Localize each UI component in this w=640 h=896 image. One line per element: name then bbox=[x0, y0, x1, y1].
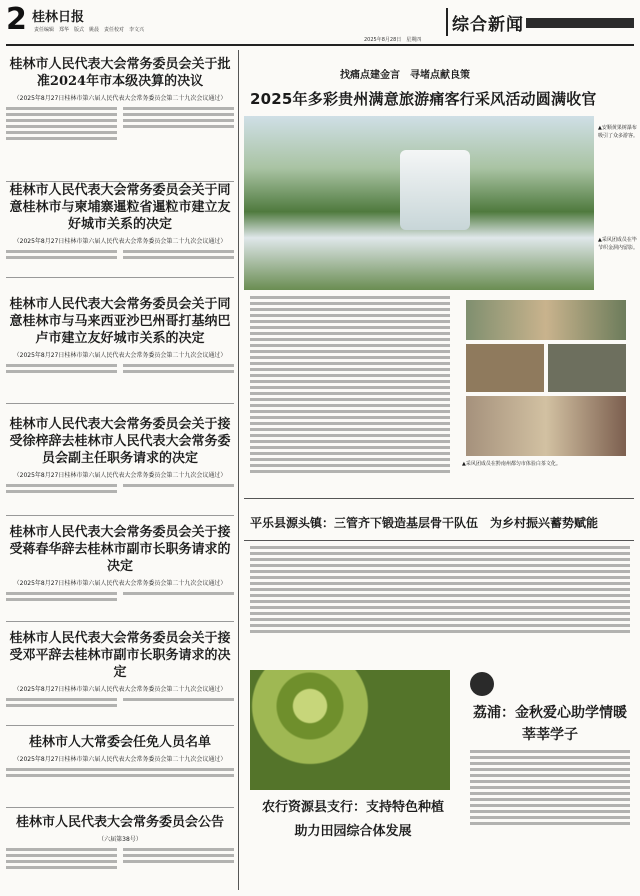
photo-group-4 bbox=[466, 396, 626, 456]
page-header bbox=[0, 0, 640, 44]
waterfall-image bbox=[400, 150, 470, 230]
photo-group-2 bbox=[466, 344, 544, 392]
photo-caption-2: ▲采风团成员在毕节织金洞内留影。 bbox=[598, 237, 639, 251]
notice-title: 桂林市人民代表大会常务委员会关于同意桂林市与马来西亚沙巴州哥打基纳巴卢市建立友好城市关系的决定 bbox=[9, 297, 231, 346]
notice-date: （2025年8月27日桂林市第六届人民代表大会常务委员会第二十九次会议通过） bbox=[13, 238, 227, 245]
section-title: 综合新闻 bbox=[452, 15, 524, 35]
kiwi-fruit-photo bbox=[250, 670, 450, 790]
notice-date: （2025年8月27日桂林市第六届人民代表大会常务委员会第二十九次会议通过） bbox=[13, 352, 227, 359]
article-kicker: 找痛点建金言 寻堵点献良策 bbox=[340, 70, 470, 81]
notice-date: （2025年8月27日桂林市第六届人民代表大会常务委员会第二十九次会议通过） bbox=[13, 756, 227, 763]
article-body bbox=[250, 296, 450, 476]
photo-group-3 bbox=[548, 344, 626, 392]
header-rule bbox=[6, 44, 634, 46]
ping-article-title: 平乐县源头镇：三管齐下锻造基层骨干队伍 为乡村振兴蓄势赋能 bbox=[250, 516, 599, 530]
notice-title: 桂林市人民代表大会常务委员会关于批准2024年市本级决算的决议 bbox=[9, 57, 231, 89]
notice-date: （2025年8月27日桂林市第六届人民代表大会常务委员会第二十九次会议通过） bbox=[13, 580, 227, 587]
photo-caption-1: ▲安顺黄果树瀑布吸引了众多游客。 bbox=[598, 125, 639, 139]
notice-date: （2025年8月27日桂林市第六届人民代表大会常务委员会第二十九次会议通过） bbox=[13, 95, 227, 102]
notice-title: 桂林市人民代表大会常务委员会关于接受蒋春华辞去桂林市副市长职务请求的决定 bbox=[9, 525, 231, 574]
notice-8 bbox=[6, 814, 234, 894]
notice-title: 桂林市人民代表大会常务委员会关于同意桂林市与柬埔寨暹粒省暹粒市建立友好城市关系的决定 bbox=[9, 183, 231, 232]
photo-caption-3: ▲采风团成员在黔南州都匀市体验白茶文化。 bbox=[462, 461, 561, 467]
notice-5 bbox=[6, 524, 234, 622]
lipu-article-body bbox=[470, 750, 630, 828]
newspaper-logo: 桂林日报 bbox=[32, 10, 85, 25]
column-divider bbox=[238, 50, 239, 890]
notice-date: （2025年8月27日桂林市第六届人民代表大会常务委员会第二十九次会议通过） bbox=[13, 472, 227, 479]
header-bar bbox=[526, 18, 634, 28]
notice-title: 桂林市人民代表大会常务委员会关于接受徐梓辞去桂林市人民代表大会常务委员会副主任职务请求的决定 bbox=[9, 417, 231, 466]
notice-date: （六届第38号） bbox=[98, 836, 142, 843]
header-divider bbox=[446, 8, 448, 36]
ping-article-body bbox=[250, 546, 630, 636]
staff-line: 责任编辑 郑华 版式 姚晨 责任校对 李文兴 bbox=[34, 27, 145, 33]
notice-4 bbox=[6, 416, 234, 516]
photo-group-1 bbox=[466, 300, 626, 340]
section-rule-2 bbox=[244, 540, 634, 541]
notice-title: 桂林市人大常委会任免人员名单 bbox=[28, 735, 211, 750]
farm-article-title: 农行资源县支行：支持特色种植助力田园综合体发展 bbox=[261, 800, 444, 839]
notice-2 bbox=[6, 182, 234, 278]
notice-date: （2025年8月27日桂林市第六届人民代表大会常务委员会第二十九次会议通过） bbox=[13, 686, 227, 693]
section-rule bbox=[244, 498, 634, 499]
notice-3 bbox=[6, 296, 234, 404]
notice-title: 桂林市人民代表大会常务委员会关于接受邓平辞去桂林市副市长职务请求的决定 bbox=[9, 631, 231, 680]
notice-7 bbox=[6, 734, 234, 808]
issue-date: 2025年8月28日 星期四 bbox=[364, 37, 422, 43]
article-title: 2025年多彩贵州满意旅游痛客行采风活动圆满收官 bbox=[250, 90, 597, 108]
page-number: 2 bbox=[6, 2, 27, 37]
notice-1 bbox=[6, 56, 234, 182]
leaf-icon bbox=[470, 672, 494, 696]
notice-title: 桂林市人民代表大会常务委员会公告 bbox=[15, 815, 224, 830]
lipu-article-title: 荔浦：金秋爱心助学情暖莘莘学子 bbox=[473, 705, 627, 743]
notice-6 bbox=[6, 630, 234, 726]
